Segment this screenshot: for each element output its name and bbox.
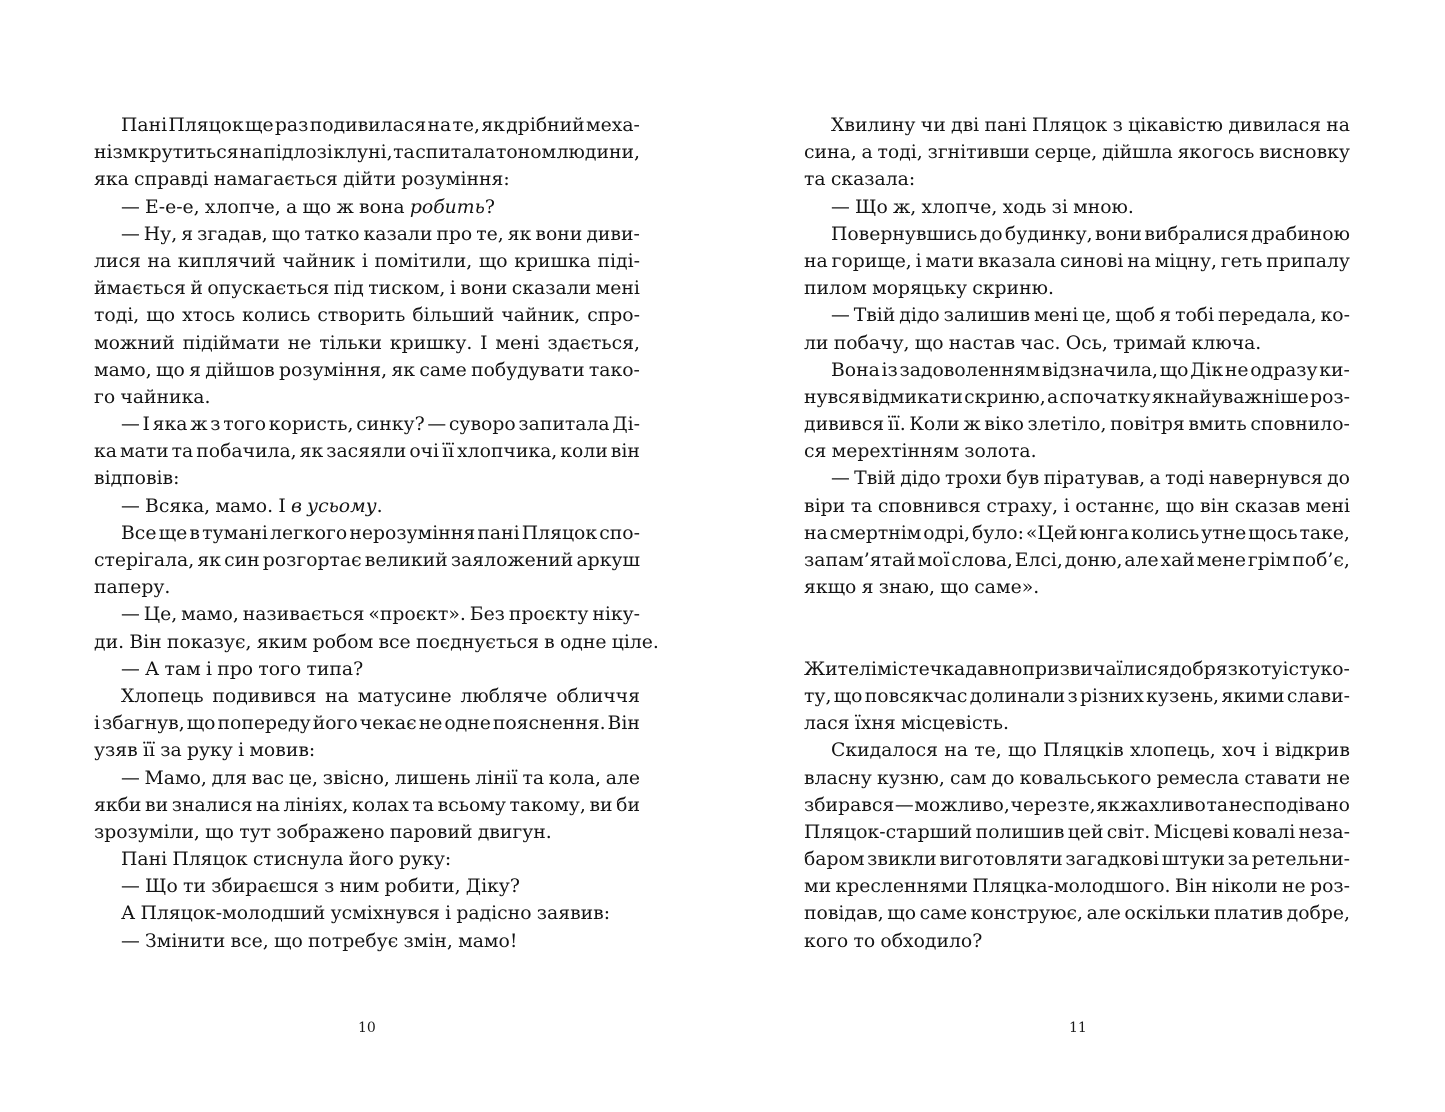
page-number-left: 10 xyxy=(358,1020,376,1036)
text-line: яка справді намагається дійти розуміння: xyxy=(94,169,510,191)
text-line: — Мамо, для вас це, звісно, лишень лінії та кола, але xyxy=(121,767,640,789)
text-line: — Що ти збираєшся з ним робити, Діку? xyxy=(121,876,520,898)
text-line: на горище, і мати вказала синові на міцну, геть припалу xyxy=(804,250,1350,272)
text-line: ймається й опускається під тиском, і вони сказали мені xyxy=(94,278,640,300)
text-line: Повернувшись до будинку, вони вибралися драбиною xyxy=(831,223,1350,245)
text-line: Пані Пляцок стиснула його руку: xyxy=(121,849,452,871)
text-line: — Це, мамо, називається «проєкт». Без проєкту ніку- xyxy=(121,604,640,626)
text-line: баром звикли виготовляти загадкові штуки за ретельни- xyxy=(804,849,1350,871)
text-line: узяв її за руку і мовив: xyxy=(94,740,316,762)
text-line: лися на киплячий чайник і помітили, що кришка піді- xyxy=(94,250,640,272)
text-line: го чайника. xyxy=(94,386,211,408)
page-number-right: 11 xyxy=(1069,1020,1087,1036)
text-line: ми кресленнями Пляцка-молодшого. Він ніколи не роз- xyxy=(804,876,1350,898)
text-line: ди. Він показує, яким робом все поєднується в одне ціле. xyxy=(94,631,659,653)
text-line: і збагнув, що попереду його чекає не одне пояснення. Він xyxy=(94,713,640,735)
left-page xyxy=(94,112,659,955)
text-line: Пляцок-старший полишив цей світ. Місцеві ковалі неза- xyxy=(804,821,1350,843)
text-line: Хвилину чи дві пані Пляцок з цікавістю дивилася на xyxy=(831,115,1350,136)
text-line: відповів: xyxy=(94,468,180,490)
text-line: сина, а тоді, згнітивши серце, дійшла якогось висновку xyxy=(804,142,1350,164)
text-line: Скидалося на те, що Пляцків хлопець, хоч і відкрив xyxy=(831,740,1350,762)
text-line: ка мати та побачила, як засяяли очі її хлопчика, коли він xyxy=(94,441,640,463)
text-line: нувся відмикати скриню, а спочатку якнайуважніше роз- xyxy=(804,386,1350,408)
text-line: повідав, що саме конструює, але оскільки платив добре, xyxy=(804,903,1350,925)
text-line: збирався — можливо, через те, як жахливо та несподівано xyxy=(804,794,1350,816)
text-line: кого то обходило? xyxy=(804,930,983,952)
text-line: стерігала, як син розгортає великий заяложений аркуш xyxy=(94,550,640,571)
text-line: Хлопець подивився на матусине любляче обличчя xyxy=(121,685,640,707)
section-break xyxy=(804,601,1350,655)
text-line: — Всяка, мамо. І в усьому. xyxy=(121,495,383,517)
text-line: можний підіймати не тільки кришку. І мені здається, xyxy=(94,332,640,354)
text-line: паперу. xyxy=(94,577,171,599)
text-line: лася їхня місцевість. xyxy=(804,713,1009,735)
text-line: Пані Пляцок ще раз подивилася на те, як дрібний меха- xyxy=(121,115,640,136)
text-line: ли побачу, що настав час. Ось, тримай ключа. xyxy=(804,332,1262,354)
text-line: пилом моряцьку скриню. xyxy=(804,278,1054,300)
text-line: на смертнім одрі, було: «Цей юнга колись утне щось таке, xyxy=(804,522,1350,544)
text-line: зрозуміли, що тут зображено паровий двигун. xyxy=(94,821,552,843)
text-line: — А там і про того типа? xyxy=(121,658,364,680)
text-line: запам’ятай мої слова, Елсі, доню, але хай мене грім поб’є, xyxy=(804,550,1350,571)
text-line: мамо, що я дійшов розуміння, як саме побудувати тако- xyxy=(94,359,640,381)
text-line: Жителі містечка давно призвичаїлися до брязкоту і стуко- xyxy=(804,658,1350,680)
right-page xyxy=(804,112,1350,955)
text-line: А Пляцок-молодший усміхнувся і радісно заявив: xyxy=(121,903,611,925)
text-line: ту, що повсякчас долинали з різних кузень, якими слави- xyxy=(804,685,1350,707)
text-line: — Ну, я згадав, що татко казали про те, як вони диви- xyxy=(121,223,640,245)
text-line: власну кузню, сам до ковальського ремесла ставати не xyxy=(804,767,1350,789)
text-line: Все ще в тумані легкого нерозуміння пані Пляцок спо- xyxy=(121,522,640,544)
text-line: — І яка ж з того користь, синку? — суворо запитала Ді- xyxy=(121,414,640,436)
text-line: — Змінити все, що потребує змін, мамо! xyxy=(121,930,518,952)
text-line: дивився її. Коли ж віко злетіло, повітря вмить сповнило- xyxy=(804,414,1350,436)
text-line: — Твій дідо залишив мені це, щоб я тобі передала, ко- xyxy=(831,305,1350,327)
text-line: якби ви зналися на лініях, колах та всьому такому, ви би xyxy=(94,794,640,816)
text-line: — Що ж, хлопче, ходь зі мною. xyxy=(831,196,1134,218)
text-line: ся мерехтінням золота. xyxy=(804,441,1037,463)
text-line: Вона із задоволенням відзначила, що Дік не одразу ки- xyxy=(831,359,1350,381)
text-line: віри та сповнився страху, і останнє, що він сказав мені xyxy=(804,495,1350,517)
text-line: якщо я знаю, що саме». xyxy=(804,577,1040,599)
text-line: та сказала: xyxy=(804,169,916,191)
text-line: — Е-е-е, хлопче, а що ж вона робить? xyxy=(121,196,495,218)
text-line: нізм крутиться на підлозі клуні, та спитала тоном людини, xyxy=(94,142,640,164)
text-line: — Твій дідо трохи був піратував, а тоді навернувся до xyxy=(831,468,1350,490)
text-line: тоді, що хтось колись створить більший чайник, спро- xyxy=(94,305,640,327)
